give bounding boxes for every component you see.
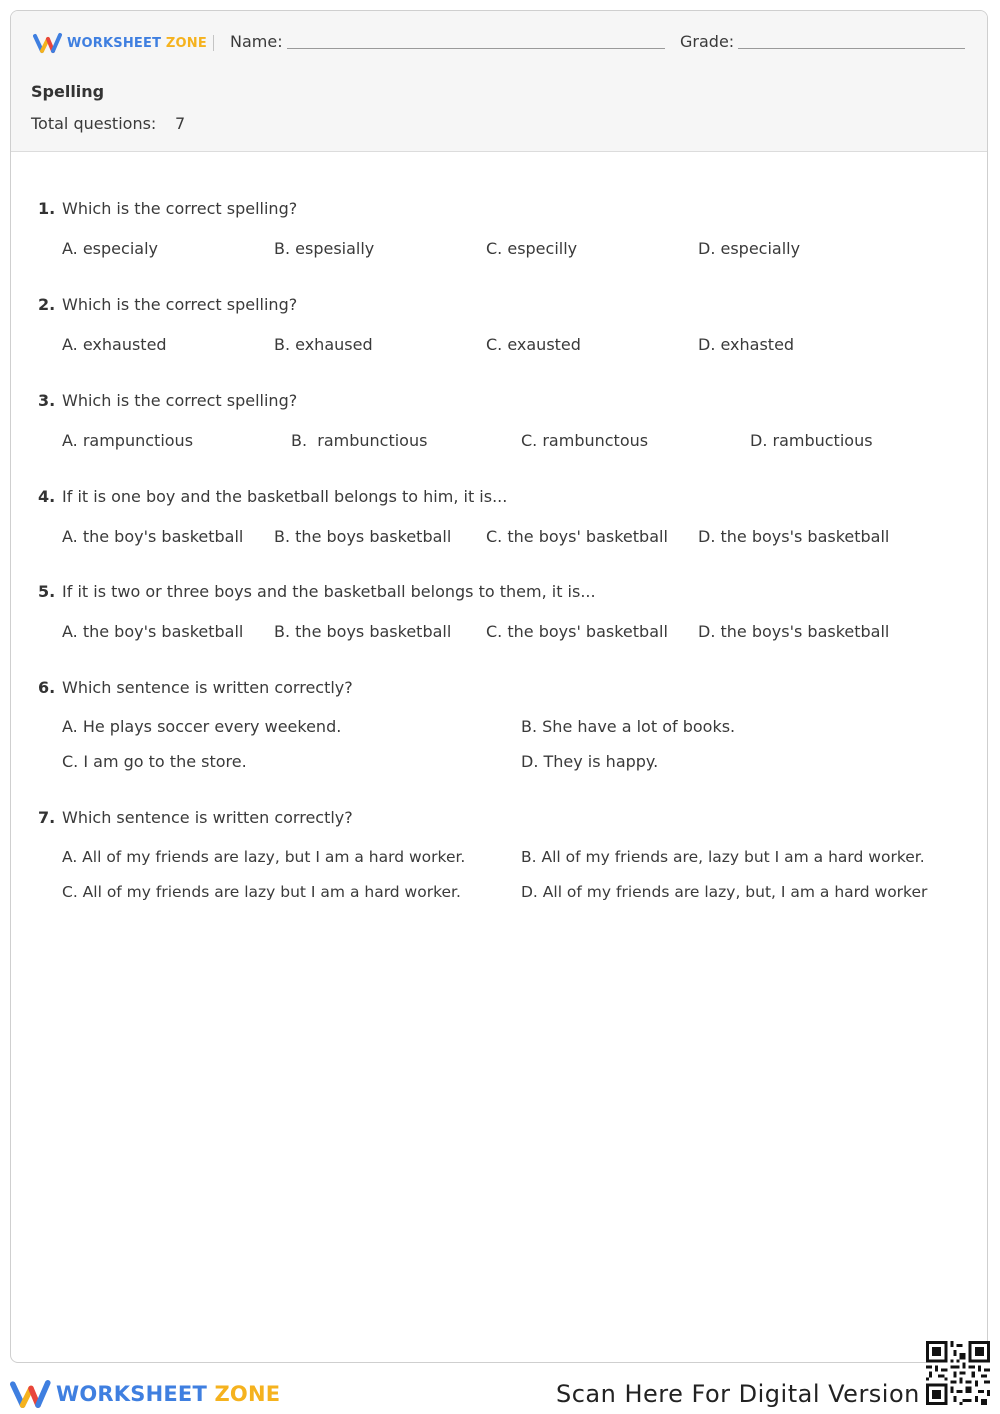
question-number: 5.	[38, 582, 56, 601]
question-number: 3.	[38, 391, 56, 410]
question-number: 1.	[38, 199, 56, 218]
answer-option-a[interactable]: A. rampunctious	[62, 431, 194, 450]
worksheet-zone-logo-icon	[33, 32, 63, 54]
question-text: Which is the correct spelling?	[62, 199, 298, 218]
answer-option-d[interactable]: D. All of my friends are lazy, but, I am a hard worker	[521, 883, 928, 901]
question-number: 4.	[38, 487, 56, 506]
footer-worksheet-zone-logo	[10, 1377, 280, 1411]
question-text: If it is two or three boys and the basketball belongs to them, it is...	[62, 582, 596, 601]
name-label: Name:	[230, 32, 283, 51]
logo-text-worksheet: WORKSHEET	[56, 1382, 207, 1406]
total-questions-value: 7	[175, 114, 186, 133]
answer-option-c[interactable]: C. the boys' basketball	[486, 527, 668, 546]
answer-option-d[interactable]: D. They is happy.	[521, 752, 659, 771]
question-text: Which is the correct spelling?	[62, 391, 298, 410]
worksheet-zone-logo	[33, 32, 207, 54]
answer-option-a[interactable]: A. the boy's basketball	[62, 527, 244, 546]
answer-option-b[interactable]: B. She have a lot of books.	[521, 717, 736, 736]
answer-option-b[interactable]: B. All of my friends are, lazy but I am a hard worker.	[521, 848, 925, 866]
answer-option-d[interactable]: D. rambuctious	[750, 431, 873, 450]
question-number: 2.	[38, 295, 56, 314]
answer-option-a[interactable]: A. All of my friends are lazy, but I am a hard worker.	[62, 848, 466, 866]
answer-option-c[interactable]: C. especilly	[486, 239, 578, 258]
grade-field[interactable]	[738, 48, 965, 49]
question-text: Which is the correct spelling?	[62, 295, 298, 314]
worksheet-header	[11, 11, 987, 152]
answer-option-c[interactable]: C. the boys' basketball	[486, 622, 668, 641]
question-text: Which sentence is written correctly?	[62, 678, 353, 697]
logo-text-zone: ZONE	[214, 1382, 281, 1406]
answer-option-d[interactable]: D. exhasted	[698, 335, 795, 354]
header-divider	[213, 35, 214, 51]
answer-option-d[interactable]: D. the boys's basketball	[698, 622, 890, 641]
grade-label: Grade:	[680, 32, 735, 51]
answer-option-b[interactable]: B. espesially	[274, 239, 375, 258]
answer-option-a[interactable]: A. especialy	[62, 239, 158, 258]
answer-option-b[interactable]: B. exhaused	[274, 335, 373, 354]
answer-option-a[interactable]: A. exhausted	[62, 335, 167, 354]
question-number: 6.	[38, 678, 56, 697]
answer-option-b[interactable]: B. the boys basketball	[274, 527, 452, 546]
question-text: If it is one boy and the basketball belongs to him, it is...	[62, 487, 508, 506]
answer-option-a[interactable]: A. He plays soccer every weekend.	[62, 717, 342, 736]
answer-option-c[interactable]: C. exausted	[486, 335, 581, 354]
answer-option-b[interactable]: B. rambunctious	[291, 431, 428, 450]
question-number: 7.	[38, 808, 56, 827]
worksheet-zone-logo-icon	[10, 1378, 52, 1410]
answer-option-c[interactable]: C. I am go to the store.	[62, 752, 247, 771]
question-text: Which sentence is written correctly?	[62, 808, 353, 827]
qr-code-icon[interactable]	[926, 1341, 990, 1405]
answer-option-c[interactable]: C. rambunctous	[521, 431, 649, 450]
answer-option-c[interactable]: C. All of my friends are lazy but I am a hard worker.	[62, 883, 461, 901]
name-field[interactable]	[287, 48, 665, 49]
answer-option-d[interactable]: D. the boys's basketball	[698, 527, 890, 546]
logo-text-worksheet: WORKSHEET	[67, 35, 162, 51]
scan-instruction: Scan Here For Digital Version	[556, 1380, 920, 1408]
answer-option-b[interactable]: B. the boys basketball	[274, 622, 452, 641]
answer-option-a[interactable]: A. the boy's basketball	[62, 622, 244, 641]
worksheet-title: Spelling	[31, 82, 105, 101]
total-questions-label: Total questions:	[31, 114, 157, 133]
answer-option-d[interactable]: D. especially	[698, 239, 801, 258]
logo-text-zone: ZONE	[165, 35, 207, 51]
worksheet-page	[10, 10, 988, 1363]
